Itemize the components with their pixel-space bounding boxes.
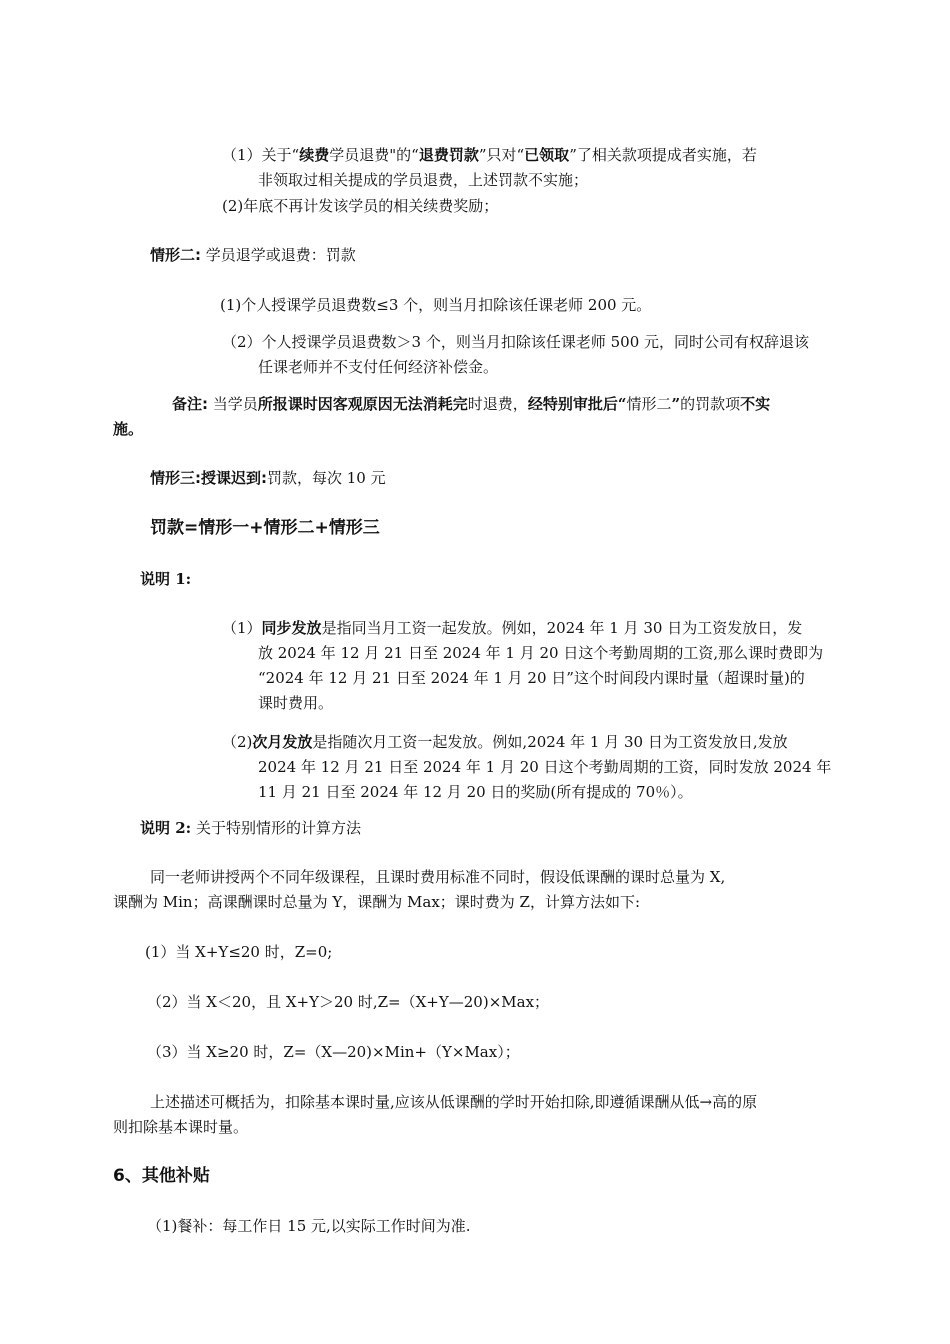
remark-line-2: 施。	[113, 420, 144, 438]
text-run: （1）关于“	[222, 146, 300, 164]
bold-run: 已领取	[524, 146, 570, 164]
refund-rule-line-2: 非领取过相关提成的学员退费，上述罚款不实施；	[258, 171, 589, 189]
remark-label: 备注:	[172, 395, 208, 413]
refund-rule-line-3: (2)年底不再计发该学员的相关续费奖励；	[222, 197, 499, 215]
condition-3: （3）当 X≥20 时，Z=（X—20)×Min+（Y×Max）；	[147, 1043, 520, 1061]
condition-2: （2）当 X＜20，且 X+Y＞20 时,Z=（X+Y—20)×Max；	[147, 993, 550, 1011]
next-month-payment-label: 次月发放	[252, 733, 313, 751]
case3-label: 情形三:授课迟到:	[150, 469, 267, 487]
bold-run: 退费罚款	[418, 146, 479, 164]
text-run: 情形二	[626, 395, 672, 413]
refund-rule-line-1	[222, 144, 757, 166]
note1-p1-line-1	[222, 617, 802, 639]
case2-label: 情形二:	[150, 246, 201, 264]
note1-p2-line-3: 11 月 21 日至 2024 年 12 月 20 日的奖励(所有提成的 70％）。	[258, 783, 693, 801]
bold-run: 续费	[299, 146, 330, 164]
case2-item-1: (1)个人授课学员退费数≤3 个，则当月扣除该任课老师 200 元。	[220, 296, 652, 314]
bold-run: 所报课时因客观原因无法消耗完	[257, 395, 468, 413]
text-run: 学员退费"的“	[329, 146, 419, 164]
text-run: 的罚款项	[680, 395, 741, 413]
case2-item-2-line-2: 任课老师并不支付任何经济补偿金。	[258, 358, 499, 376]
section6-item-1: （1)餐补：每工作日 15 元,以实际工作时间为准.	[147, 1217, 471, 1235]
penalty-formula: 罚款=情形一+情形二+情形三	[150, 518, 380, 538]
summary-line-1: 上述描述可概括为，扣除基本课时量,应该从低课酬的学时开始扣除,即遵循课酬从低→高的原	[150, 1093, 758, 1111]
section6-title: 6、其他补贴	[113, 1166, 210, 1186]
bold-run: ”	[671, 395, 681, 413]
bold-run: 经特别审批后“	[527, 395, 627, 413]
text-run: 是指同当月工资一起发放。例如，2024 年 1 月 30 日为工资发放日，发	[321, 619, 803, 637]
case2-text: 学员退学或退费：罚款	[201, 246, 356, 264]
note1-p1-line-2: 放 2024 年 12 月 21 日至 2024 年 1 月 20 日这个考勤周期的工资,那么课时费即为	[258, 644, 824, 662]
condition-1: (1）当 X+Y≤20 时，Z=0;	[145, 943, 333, 961]
note1-p2-line-2: 2024 年 12 月 21 日至 2024 年 1 月 20 日这个考勤周期的工资，同时发放 2024 年	[258, 758, 832, 776]
note1-title: 说明 1:	[140, 570, 192, 588]
note1-p1-line-4: 课时费用。	[258, 694, 334, 712]
sync-payment-label: 同步发放	[261, 619, 322, 637]
case2-heading	[150, 244, 356, 266]
remark-line-1	[172, 393, 770, 415]
note1-p2-line-1	[222, 731, 788, 753]
text-run: 时退费，	[467, 395, 528, 413]
text-run: ”了相关款项提成者实施，若	[569, 146, 757, 164]
bold-run: 不实	[740, 395, 771, 413]
text-run: （2)	[222, 733, 253, 751]
note2-para-line-2: 课酬为 Min；高课酬课时总量为 Y，课酬为 Max；课时费为 Z，计算方法如下:	[113, 893, 641, 911]
note2-subtitle: 关于特别情形的计算方法	[191, 819, 361, 837]
text-run: （1）	[222, 619, 262, 637]
case2-item-2-line-1: （2）个人授课学员退费数＞3 个，则当月扣除该任课老师 500 元，同时公司有权辞退该	[222, 333, 810, 351]
note1-p1-line-3: “2024 年 12 月 21 日至 2024 年 1 月 20 日”这个时间段内课时量（超课时量)的	[258, 669, 805, 687]
text-run: ”只对“	[478, 146, 525, 164]
text-run: 当学员	[208, 395, 258, 413]
text-run: 是指随次月工资一起发放。例如,2024 年 1 月 30 日为工资发放日,发放	[312, 733, 788, 751]
note2-title: 说明 2:	[140, 819, 192, 837]
note2-heading	[140, 817, 361, 839]
summary-line-2: 则扣除基本课时量。	[113, 1118, 249, 1136]
case3-heading	[150, 467, 386, 489]
note2-para-line-1: 同一老师讲授两个不同年级课程，且课时费用标准不同时，假设低课酬的课时总量为 X,	[150, 868, 726, 886]
case3-text: 罚款，每次 10 元	[267, 469, 386, 487]
